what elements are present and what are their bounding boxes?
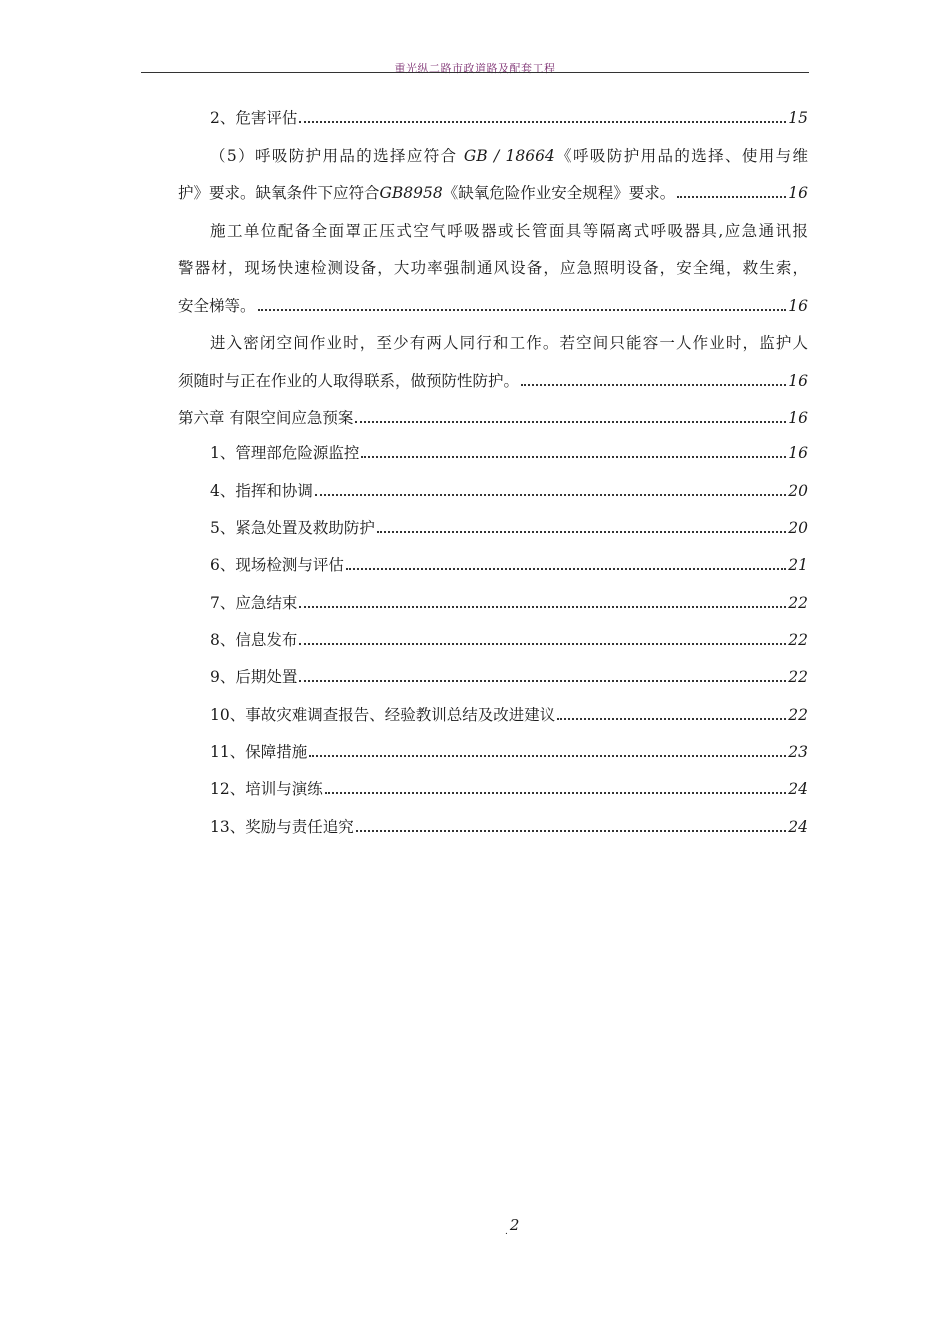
toc-entry-page: 21 [788, 556, 808, 574]
toc-entry[interactable] [178, 371, 808, 391]
toc-leader [557, 718, 786, 720]
toc-entry-page: 20 [788, 519, 808, 537]
toc-entry[interactable] [210, 817, 808, 837]
footer-dot: . [505, 1227, 508, 1237]
toc-entry-page: 23 [788, 743, 808, 761]
toc-leader [521, 384, 786, 386]
toc-entry-title: 9、后期处置 [210, 668, 298, 686]
toc-entry-page: 22 [788, 668, 808, 686]
toc-entry[interactable] [210, 667, 808, 687]
toc-leader [299, 606, 786, 608]
page-number: 2 [509, 1216, 520, 1234]
toc-entry[interactable] [210, 630, 808, 650]
toc-entry-page: 22 [788, 594, 808, 612]
toc-entry-title: 10、事故灾难调查报告、经验教训总结及改进建议 [210, 706, 556, 724]
page-footer [505, 1216, 519, 1237]
paragraph-line: 施工单位配备全面罩正压式空气呼吸器或长管面具等隔离式呼吸器具,应急通讯报 [210, 222, 808, 240]
running-header: 重光纵二路市政道路及配套工程 [394, 62, 556, 75]
toc-entry[interactable] [210, 108, 808, 128]
toc-entry-page: 16 [788, 372, 808, 390]
toc-leader [355, 421, 786, 423]
header-rule [141, 72, 809, 73]
toc-leader [356, 830, 787, 832]
toc-entry[interactable] [210, 518, 808, 538]
toc-leader [258, 309, 787, 311]
toc-entry-title: 13、奖励与责任追究 [210, 818, 354, 836]
toc-entry-title: 须随时与正在作业的人取得联系，做预防性防护。 [178, 372, 520, 390]
toc-entry[interactable] [210, 481, 808, 501]
toc-chapter[interactable] [178, 408, 808, 428]
toc-entry[interactable] [210, 593, 808, 613]
toc-leader [299, 680, 786, 682]
toc-entry[interactable] [178, 183, 808, 203]
toc-leader [309, 755, 786, 757]
toc-leader [325, 792, 787, 794]
toc-entry-page: 22 [788, 706, 808, 724]
toc-entry-title: 第六章 有限空间应急预案 [178, 409, 354, 427]
toc-entry-page: 16 [788, 409, 808, 427]
toc-leader [299, 121, 786, 123]
toc-leader [377, 531, 786, 533]
toc-entry-title: 护》要求。缺氧条件下应符合GB8958《缺氧危险作业安全规程》要求。 [178, 184, 676, 202]
toc-leader [677, 196, 786, 198]
toc-entry-title: 5、紧急处置及救助防护 [210, 519, 375, 537]
toc-entry-page: 24 [788, 818, 808, 836]
toc-leader [361, 456, 786, 458]
toc-entry[interactable] [210, 555, 808, 575]
toc-entry-title: 7、应急结束 [210, 594, 298, 612]
paragraph-line: 警器材，现场快速检测设备，大功率强制通风设备，应急照明设备，安全绳，救生索， [178, 259, 808, 277]
toc-entry-title: 8、信息发布 [210, 631, 298, 649]
toc-entry-page: 15 [788, 109, 808, 127]
toc-entry-page: 22 [788, 631, 808, 649]
toc-entry-page: 24 [788, 780, 808, 798]
toc-entry-title: 11、保障措施 [210, 743, 308, 761]
paragraph-line: 进入密闭空间作业时，至少有两人同行和工作。若空间只能容一人作业时，监护人 [210, 334, 808, 352]
toc-entry[interactable] [210, 742, 808, 762]
toc-entry[interactable] [210, 705, 808, 725]
toc-leader [299, 643, 786, 645]
toc-entry-title: 12、培训与演练 [210, 780, 323, 798]
toc-entry[interactable] [178, 296, 808, 316]
toc-entry-page: 20 [788, 482, 808, 500]
toc-leader [315, 494, 786, 496]
toc-entry-title: 4、指挥和协调 [210, 482, 313, 500]
toc-entry-title: 1、管理部危险源监控 [210, 444, 360, 462]
toc-entry-title: 6、现场检测与评估 [210, 556, 344, 574]
toc-leader [346, 568, 786, 570]
toc-entry-page: 16 [788, 184, 808, 202]
paragraph-line: （5）呼吸防护用品的选择应符合 GB / 18664《呼吸防护用品的选择、使用与维 [210, 147, 808, 165]
toc-entry-page: 16 [788, 297, 808, 315]
toc-entry-title: 2、危害评估 [210, 109, 298, 127]
toc-entry[interactable] [210, 443, 808, 463]
toc-entry-page: 16 [788, 444, 808, 462]
toc-entry[interactable] [210, 779, 808, 799]
toc-entry-title: 安全梯等。 [178, 297, 256, 315]
